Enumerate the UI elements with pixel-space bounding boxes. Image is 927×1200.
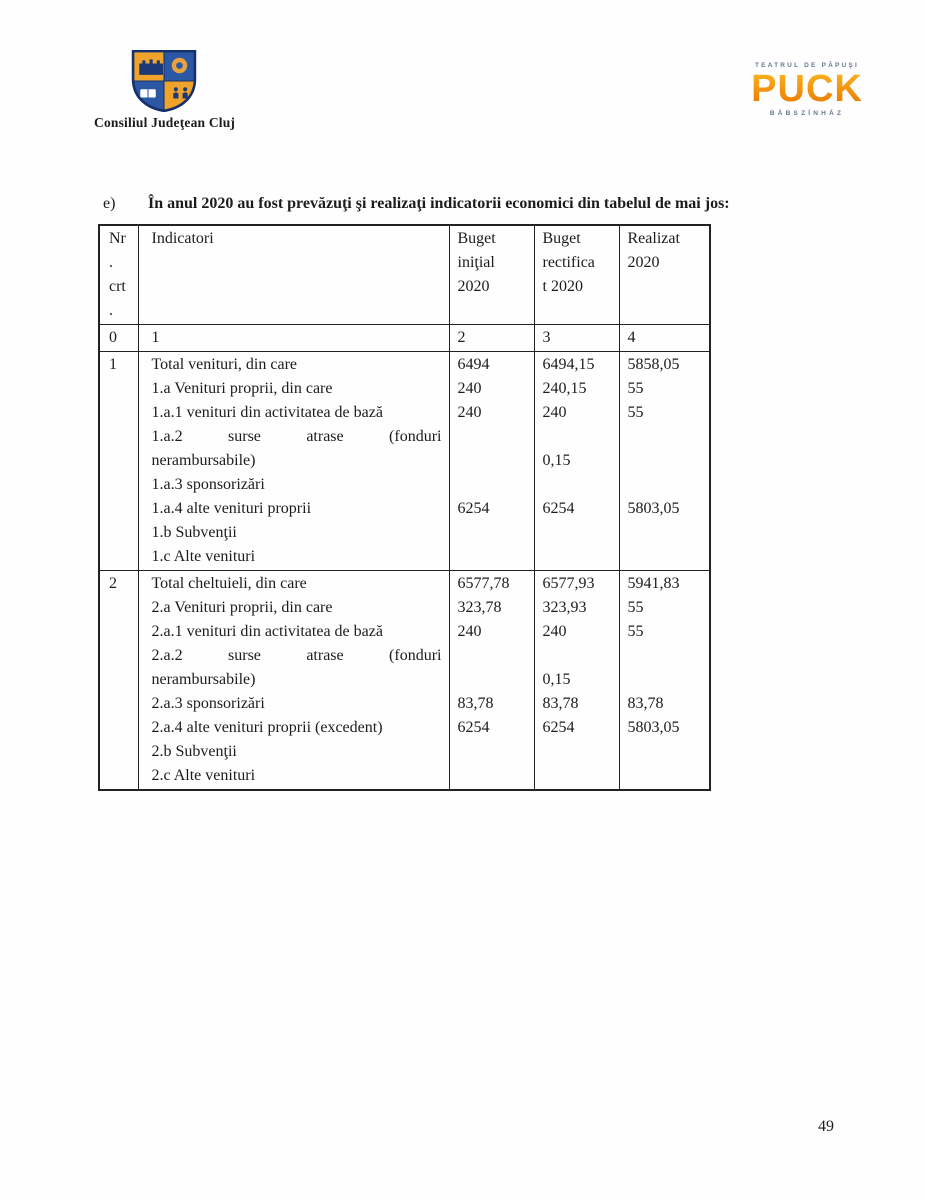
table-line: 55	[627, 380, 644, 397]
table-line: 2.a Venituri proprii, din care	[151, 599, 333, 616]
table-line: 6494,15	[542, 356, 595, 373]
table-line: 240,15	[542, 380, 587, 397]
table-line: 5803,05	[627, 500, 680, 517]
cell-buget-initial-values	[449, 571, 534, 791]
cell-indicator-lines	[138, 352, 449, 571]
table-line	[628, 644, 703, 668]
table-line	[543, 764, 612, 788]
table-word: (fonduri	[389, 647, 442, 664]
index-cell-3: 3	[534, 325, 619, 352]
cell-realizat-values	[619, 352, 710, 571]
table-line: 1.a.4 alte venituri proprii	[151, 500, 312, 517]
table-line: 6577,93	[542, 575, 595, 592]
table-line	[458, 425, 527, 449]
table-line	[458, 644, 527, 668]
table-line: nerambursabile)	[151, 671, 256, 688]
index-cell-4: 4	[619, 325, 710, 352]
table-line	[543, 740, 612, 764]
table-line	[543, 521, 612, 545]
cluj-logo-caption: Consiliul Judeţean Cluj	[94, 115, 236, 130]
table-line	[458, 521, 527, 545]
table-row-cheltuieli	[99, 571, 710, 791]
table-index-row	[99, 325, 710, 352]
table-line: 6494	[457, 356, 490, 373]
cell-buget-rectificat-values	[534, 571, 619, 791]
cell-buget-initial-values	[449, 352, 534, 571]
table-line: 240	[542, 404, 567, 421]
table-line	[628, 740, 703, 764]
table-line: 1.a Venituri proprii, din care	[151, 380, 333, 397]
table-line: 2020	[627, 254, 660, 271]
cell-buget-rectificat-values	[534, 352, 619, 571]
puck-theatre-logo	[748, 62, 866, 117]
table-line: 2.b Subvenţii	[151, 743, 237, 760]
table-line: 2.c Alte venituri	[151, 767, 256, 784]
table-line	[628, 764, 703, 788]
table-line: 6254	[457, 719, 490, 736]
table-line: 5941,83	[627, 575, 680, 592]
table-line: 2.a.3 sponsorizări	[151, 695, 265, 712]
page-number: 49	[818, 1118, 834, 1135]
puck-logo-wordmark: PUCK	[748, 71, 866, 107]
table-line: nerambursabile)	[151, 452, 256, 469]
table-word: surse	[228, 428, 261, 445]
header-cell-realizat	[619, 225, 710, 325]
table-line: 6254	[542, 719, 575, 736]
table-line: 0,15	[542, 452, 571, 469]
table-word: atrase	[306, 647, 344, 664]
table-line	[628, 668, 703, 692]
table-line: 240	[542, 623, 567, 640]
table-line: 5803,05	[627, 719, 680, 736]
table-line: rectifica	[542, 254, 595, 271]
header-cell-indicatori: Indicatori	[138, 225, 449, 325]
table-header-row	[99, 225, 710, 325]
table-line	[628, 473, 703, 497]
table-line: 240	[457, 623, 482, 640]
indicators-table	[98, 224, 711, 791]
table-line	[543, 644, 612, 668]
table-line: Realizat	[627, 230, 680, 247]
section-heading	[103, 195, 730, 213]
table-line: Total venituri, din care	[151, 356, 297, 373]
table-line	[458, 668, 527, 692]
table-line	[628, 449, 703, 473]
table-line: 240	[457, 404, 482, 421]
table-line: 5858,05	[627, 356, 680, 373]
section-title: În anul 2020 au fost prevăzuţi şi realizaţi indicatorii economici din tabelul de mai jos:	[148, 195, 730, 212]
header-cell-nr-crt	[99, 225, 138, 325]
section-marker: e)	[103, 195, 116, 212]
table-line	[543, 425, 612, 449]
puck-logo-top-text: TEATRUL DE PĂPUŞI	[755, 62, 859, 69]
table-line	[628, 425, 703, 449]
table-line: .	[109, 302, 113, 319]
table-line	[543, 473, 612, 497]
table-line: t 2020	[542, 278, 583, 295]
table-line	[628, 521, 703, 545]
table-line: crt	[109, 278, 126, 295]
table-line: 323,93	[542, 599, 587, 616]
table-line: 83,78	[542, 695, 579, 712]
table-line: 2.a.1 venituri din activitatea de bază	[151, 623, 383, 640]
table-line: 1.c Alte venituri	[151, 548, 256, 565]
cell-indicator-lines	[138, 571, 449, 791]
index-cell-2: 2	[449, 325, 534, 352]
header-cell-buget-rectificat	[534, 225, 619, 325]
table-word: 1.a.2	[151, 428, 183, 445]
table-word: 2.a.2	[151, 647, 183, 664]
table-line	[458, 473, 527, 497]
table-word: surse	[228, 647, 261, 664]
table-line: 1.b Subvenţii	[151, 524, 237, 541]
table-line: 2.a.4 alte venituri proprii (excedent)	[151, 719, 383, 736]
table-line: 1.a.3 sponsorizări	[151, 476, 265, 493]
table-line	[458, 740, 527, 764]
table-line	[458, 764, 527, 788]
cluj-county-logo	[94, 50, 234, 131]
table-line: 55	[627, 623, 644, 640]
cell-realizat-values	[619, 571, 710, 791]
table-line: 6577,78	[457, 575, 510, 592]
table-line: 55	[627, 599, 644, 616]
table-line: Total cheltuieli, din care	[151, 575, 307, 592]
cell-row-number: 2	[99, 571, 138, 791]
table-line: 323,78	[457, 599, 502, 616]
header-cell-buget-initial	[449, 225, 534, 325]
table-line: Nr	[109, 230, 126, 247]
index-cell-0: 0	[99, 325, 138, 352]
table-line: .	[109, 254, 113, 271]
table-line: iniţial	[457, 254, 495, 271]
table-line: Buget	[457, 230, 496, 247]
table-word: atrase	[306, 428, 344, 445]
table-line	[628, 545, 703, 569]
table-line: 2020	[457, 278, 490, 295]
table-line	[458, 449, 527, 473]
index-cell-1: 1	[138, 325, 449, 352]
table-line	[152, 644, 442, 668]
table-line: 0,15	[542, 671, 571, 688]
cluj-coat-of-arms-icon	[131, 50, 197, 112]
table-line	[458, 545, 527, 569]
table-line: 83,78	[457, 695, 494, 712]
table-line: 6254	[457, 500, 490, 517]
table-line: 1.a.1 venituri din activitatea de bază	[151, 404, 383, 421]
table-line: Buget	[542, 230, 581, 247]
table-line: 55	[627, 404, 644, 421]
cell-row-number: 1	[99, 352, 138, 571]
table-row-venituri	[99, 352, 710, 571]
puck-logo-bottom-text: BÁBSZÍNHÁZ	[769, 110, 845, 118]
table-line: 240	[457, 380, 482, 397]
table-line	[543, 545, 612, 569]
table-line: 83,78	[627, 695, 664, 712]
table-word: (fonduri	[389, 428, 442, 445]
table-line: 6254	[542, 500, 575, 517]
table-line	[152, 425, 442, 449]
